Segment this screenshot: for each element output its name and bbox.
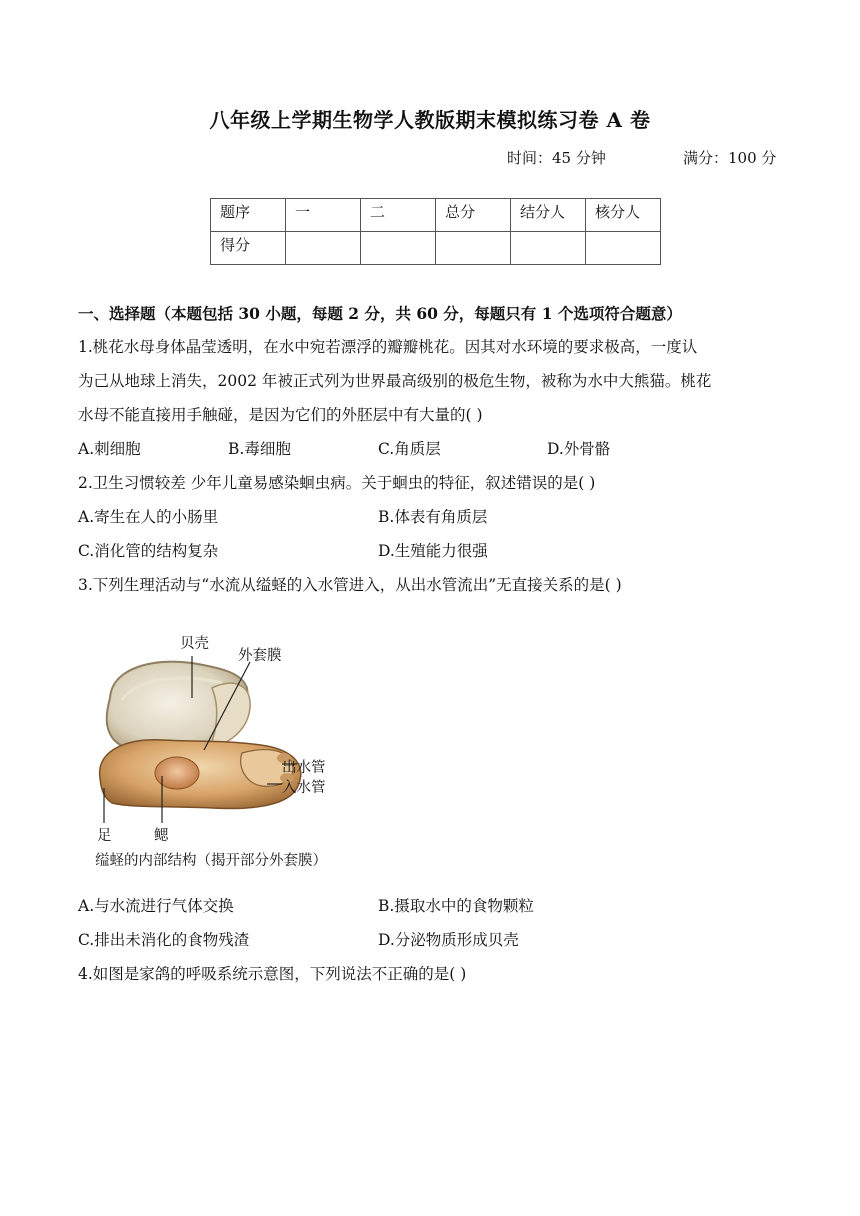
time-limit: 时间：45 分钟 <box>507 149 606 167</box>
score-table-row <box>211 232 661 265</box>
razor-clam-illustration <box>92 628 362 873</box>
q1-option-a: A.刺细胞 <box>78 440 141 458</box>
score-input-cell[interactable] <box>586 232 661 265</box>
q2-option-d: D.生殖能力很强 <box>378 542 488 560</box>
q3-option-c: C.排出未消化的食物残渣 <box>78 931 250 949</box>
figure-caption: 缢蛏的内部结构（揭开部分外套膜） <box>95 853 327 869</box>
label-mantle: 外套膜 <box>238 648 282 664</box>
q1-option-d: D.外骨骼 <box>547 440 611 458</box>
label-gill: 鳃 <box>154 828 169 844</box>
q3-option-a: A.与水流进行气体交换 <box>78 897 234 915</box>
page-title: 八年级上学期生物学人教版期末模拟练习卷 A 卷 <box>209 108 651 132</box>
q2-option-a: A.寄生在人的小肠里 <box>78 508 219 526</box>
score-input-cell[interactable] <box>511 232 586 265</box>
score-cell: 总分 <box>436 199 511 232</box>
question-2-stem: 2.卫生习惯较差 少年儿童易感染蛔虫病。关于蛔虫的特征，叙述错误的是( ) <box>78 474 596 492</box>
score-cell: 一 <box>286 199 361 232</box>
mantle-shape <box>210 683 250 748</box>
label-inlet-siphon: 入水管 <box>282 780 326 796</box>
label-foot: 足 <box>97 828 112 844</box>
q2-option-b: B.体表有角质层 <box>378 508 488 526</box>
section-heading: 一、选择题（本题包括 30 小题，每题 2 分，共 60 分，每题只有 1 个选项符合题意） <box>78 304 682 323</box>
score-cell: 结分人 <box>511 199 586 232</box>
full-score: 满分：100 分 <box>683 149 777 167</box>
question-1-line: 水母不能直接用手触碰，是因为它们的外胚层中有大量的( ) <box>78 406 483 424</box>
q1-option-c: C.角质层 <box>378 440 441 458</box>
score-cell: 二 <box>361 199 436 232</box>
razor-clam-figure <box>92 628 362 873</box>
score-table-header-row <box>211 199 661 232</box>
score-input-cell[interactable] <box>436 232 511 265</box>
question-1-line: 为己从地球上消失，2002 年被正式列为世界最高级别的极危生物，被称为水中大熊猫。桃花 <box>78 372 712 390</box>
question-1-line: 1.桃花水母身体晶莹透明，在水中宛若漂浮的瓣瓣桃花。因其对水环境的要求极高，一度认 <box>78 338 698 356</box>
label-outlet-siphon: 出水管 <box>282 760 326 776</box>
q3-option-b: B.摄取水中的食物颗粒 <box>378 897 534 915</box>
q2-option-c: C.消化管的结构复杂 <box>78 542 219 560</box>
q3-option-d: D.分泌物质形成贝壳 <box>378 931 519 949</box>
question-3-stem: 3.下列生理活动与“水流从缢蛏的入水管进入，从出水管流出”无直接关系的是( ) <box>78 576 622 594</box>
q1-option-b: B.毒细胞 <box>228 440 291 458</box>
score-input-cell[interactable] <box>361 232 436 265</box>
score-cell: 核分人 <box>586 199 661 232</box>
score-input-cell[interactable] <box>286 232 361 265</box>
score-table <box>210 198 661 265</box>
question-4-stem: 4.如图是家鸽的呼吸系统示意图，下列说法不正确的是( ) <box>78 965 467 983</box>
label-shell: 贝壳 <box>180 636 209 652</box>
score-cell: 题序 <box>211 199 286 232</box>
score-cell: 得分 <box>211 232 286 265</box>
